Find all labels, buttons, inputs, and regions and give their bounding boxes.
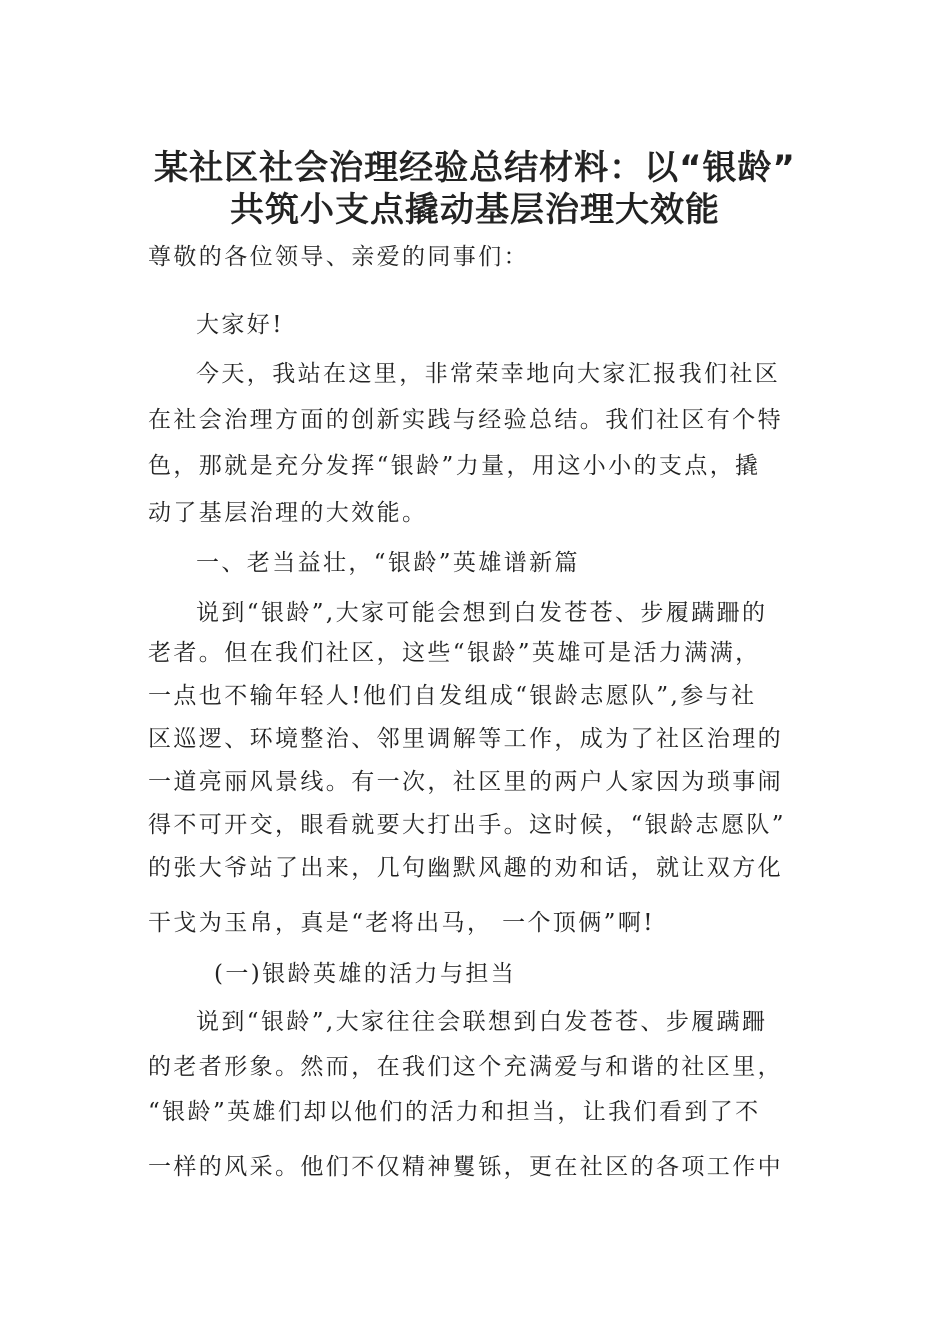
intro-line: 动了基层治理的大效能。 xyxy=(148,500,428,526)
greeting: 大家好! xyxy=(196,312,284,338)
salutation: 尊敬的各位领导、亲爱的同事们： xyxy=(148,244,529,270)
section-paragraph-line: 一点也不输年轻人!他们自发组成“银龄志愿队”,参与社 xyxy=(148,683,757,709)
intro-line: 在社会治理方面的创新实践与经验总结。我们社区有个特 xyxy=(148,407,783,433)
section-paragraph-line: 老者。但在我们社区，这些“银龄”英雄可是活力满满， xyxy=(148,640,761,666)
intro-line: 今天，我站在这里，非常荣幸地向大家汇报我们社区 xyxy=(196,361,781,387)
section-paragraph-line: 得不可开交，眼看就要大打出手。这时候，“银龄志愿队” xyxy=(148,812,786,838)
section-heading: 一、老当益壮，“银龄”英雄谱新篇 xyxy=(196,550,580,576)
subsection-paragraph-line: 一样的风采。他们不仅精神矍铄，更在社区的各项工作中 xyxy=(148,1154,783,1180)
section-paragraph-line: 的张大爷站了出来，几句幽默风趣的劝和话，就让双方化 xyxy=(148,855,783,881)
subsection-paragraph-line: “银龄”英雄们却以他们的活力和担当，让我们看到了不 xyxy=(148,1099,761,1125)
subsection-heading: (一)银龄英雄的活力与担当 xyxy=(214,961,517,987)
document-title-line-2: 共筑小支点撬动基层治理大效能 xyxy=(230,190,720,230)
document-title-line-1: 某社区社会治理经验总结材料：以“银龄” xyxy=(154,148,796,188)
subsection-paragraph-line: 的老者形象。然而，在我们这个充满爱与和谐的社区里， xyxy=(148,1054,783,1080)
section-paragraph-line: 一道亮丽风景线。有一次，社区里的两户人家因为琐事闹 xyxy=(148,769,783,795)
section-paragraph-line: 说到“银龄”,大家可能会想到白发苍苍、步履蹒跚的 xyxy=(196,600,768,626)
section-paragraph-line: 干戈为玉帛，真是“老将出马， 一个顶俩”啊! xyxy=(148,910,655,936)
subsection-paragraph-line: 说到“银龄”,大家往往会联想到白发苍苍、步履蹒跚 xyxy=(196,1009,768,1035)
intro-line: 色，那就是充分发挥“银龄”力量，用这小小的支点，撬 xyxy=(148,453,761,479)
section-paragraph-line: 区巡逻、环境整治、邻里调解等工作，成为了社区治理的 xyxy=(148,726,783,752)
